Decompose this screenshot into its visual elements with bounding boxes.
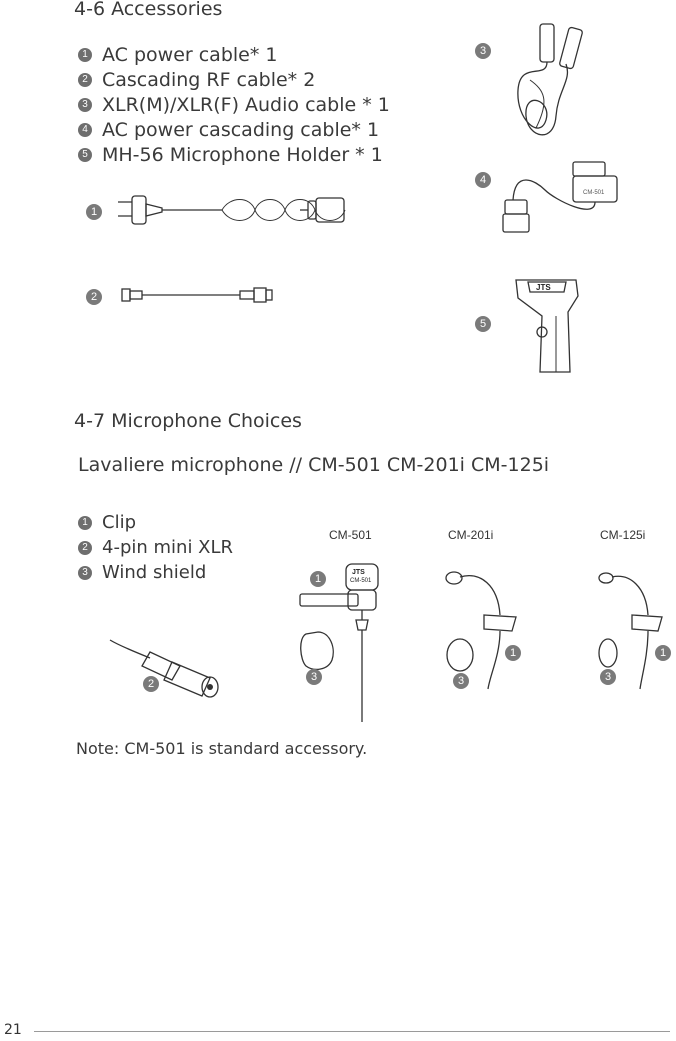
item-number: 2 — [78, 73, 92, 87]
mini-xlr-illustration — [110, 638, 235, 698]
item-number: 4 — [78, 123, 92, 137]
callout-windshield-cm201i: 3 — [453, 673, 469, 689]
item-number: 3 — [78, 98, 92, 112]
list-item — [78, 510, 233, 535]
mic-label: CM-501 — [350, 578, 372, 584]
item-text: AC power cable* 1 — [102, 43, 278, 66]
callout-clip-cm201i: 1 — [505, 645, 521, 661]
list-item — [78, 67, 390, 92]
accessories-heading: 4-6 Accessories — [74, 0, 223, 20]
adapter-text: CM-501 — [583, 190, 605, 196]
callout-2: 2 — [86, 289, 102, 305]
list-item — [78, 42, 390, 67]
accessories-list — [78, 42, 390, 167]
page-number: 21 — [4, 1022, 22, 1038]
mic-brand: JTS — [352, 569, 365, 576]
xlr-cable-illustration — [510, 20, 600, 148]
ac-cascading-cable-illustration — [505, 160, 635, 240]
rf-cable-illustration — [120, 285, 280, 305]
cm501-illustration — [296, 560, 386, 725]
callout-5: 5 — [475, 316, 491, 332]
item-text: Wind shield — [102, 562, 207, 583]
list-item — [78, 92, 390, 117]
standard-accessory-note: Note: CM-501 is standard accessory. — [76, 739, 368, 758]
callout-1: 1 — [86, 204, 102, 220]
item-number: 1 — [78, 48, 92, 62]
ac-connector-icon — [300, 195, 350, 225]
callout-windshield-cm125i: 3 — [600, 669, 616, 685]
holder-brand: JTS — [536, 283, 551, 292]
model-label-cm125i: CM-125i — [600, 528, 646, 542]
item-number: 2 — [78, 541, 92, 555]
mic-holder-illustration — [512, 276, 582, 376]
list-item — [78, 535, 233, 560]
item-text: 4-pin mini XLR — [102, 537, 234, 558]
list-item — [78, 560, 233, 585]
item-number: 5 — [78, 148, 92, 162]
model-label-cm501: CM-501 — [329, 528, 372, 542]
parts-list — [78, 510, 233, 585]
model-label-cm201i: CM-201i — [448, 528, 494, 542]
footer-divider — [34, 1031, 670, 1032]
item-text: Clip — [102, 512, 136, 533]
callout-4: 4 — [475, 172, 491, 188]
list-item — [78, 117, 390, 142]
callout-clip-cm125i: 1 — [655, 645, 671, 661]
list-item — [78, 142, 390, 167]
item-number: 1 — [78, 516, 92, 530]
microphones-heading: 4-7 Microphone Choices — [74, 410, 302, 432]
cm201i-illustration — [440, 565, 530, 690]
item-number: 3 — [78, 566, 92, 580]
callout-windshield-cm501: 3 — [306, 669, 322, 685]
callout-mini-xlr: 2 — [143, 676, 159, 692]
item-text: XLR(M)/XLR(F) Audio cable * 1 — [102, 93, 390, 116]
item-text: AC power cascading cable* 1 — [102, 118, 380, 141]
item-text: MH-56 Microphone Holder * 1 — [102, 143, 383, 166]
microphones-subheading: Lavaliere microphone // CM-501 CM-201i CM-125i — [78, 454, 550, 476]
callout-clip-cm501: 1 — [310, 571, 326, 587]
item-text: Cascading RF cable* 2 — [102, 68, 316, 91]
callout-3: 3 — [475, 43, 491, 59]
